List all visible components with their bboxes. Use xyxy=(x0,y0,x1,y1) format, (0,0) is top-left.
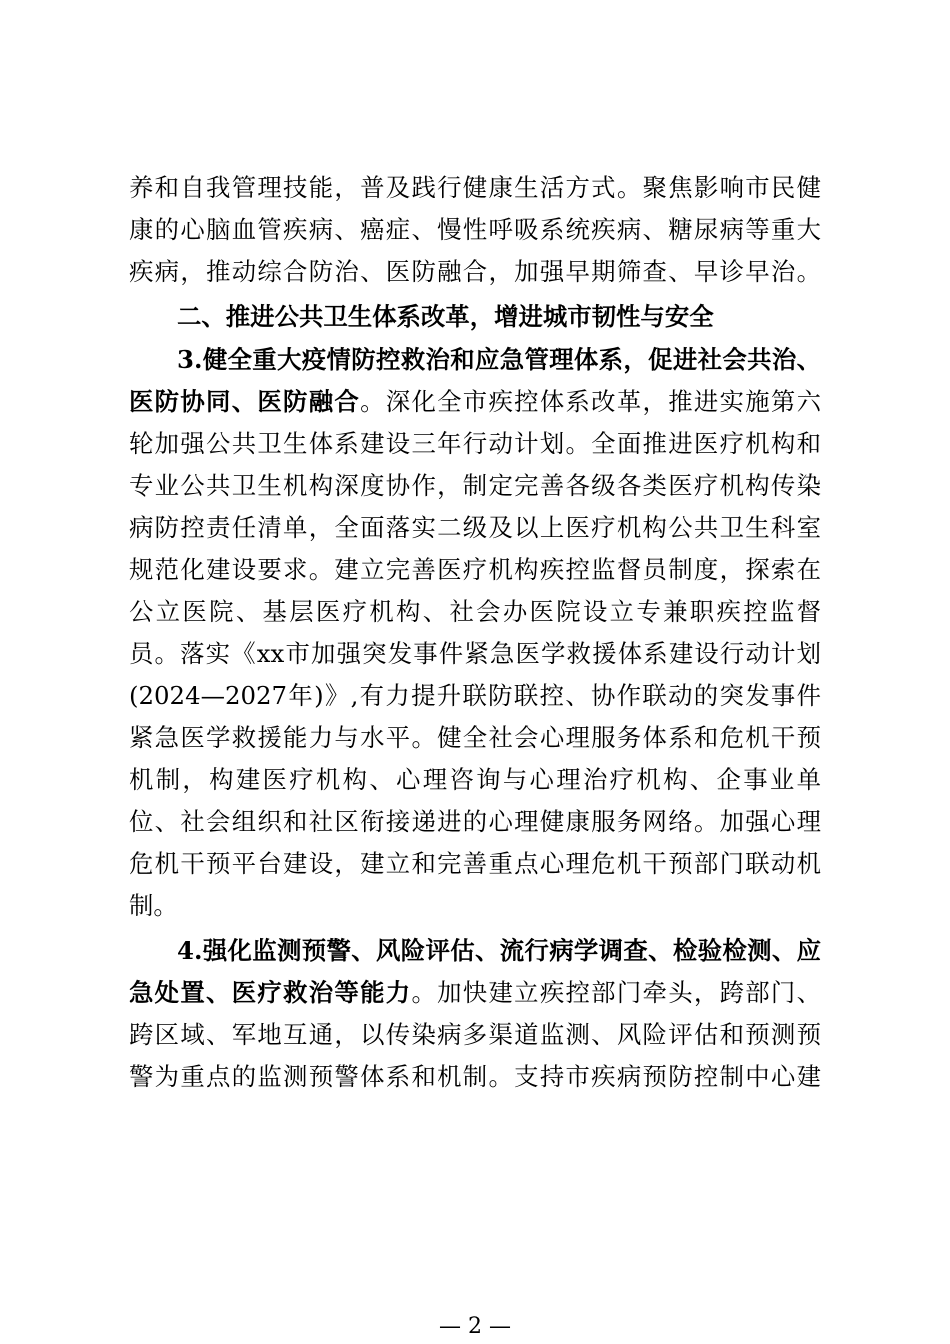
body-line: 紧急医学救援能力与水平。健全社会心理服务体系和危机干预 xyxy=(129,723,821,752)
item4-line xyxy=(129,973,821,1013)
body-line: 病防控责任清单，全面落实二级及以上医疗机构公共卫生科室 xyxy=(129,513,821,542)
body-line: 警为重点的监测预警体系和机制。支持市疾病预防控制中心建 xyxy=(129,1062,821,1091)
item3-text: 。深化全市疾控体系改革，推进实施第六 xyxy=(360,387,821,416)
body-line: 公立医院、基层医疗机构、社会办医院设立专兼职疾控监督 xyxy=(129,597,821,626)
body-line: 疾病，推动综合防治、医防融合，加强早期筛查、早诊早治。 xyxy=(129,257,821,286)
item4-title-continued: 急处置、医疗救治等能力 xyxy=(129,978,412,1007)
item3-title-continued: 医防协同、医防融合 xyxy=(129,387,361,416)
page-number: — 2 — xyxy=(439,1314,511,1339)
body-line: 员。落实《xx市加强突发事件紧急医学救援体系建设行动计划 xyxy=(129,639,821,668)
item3-line xyxy=(129,382,821,422)
body-line: 规范化建设要求。建立完善医疗机构疾控监督员制度，探索在 xyxy=(129,555,821,584)
body-line: 专业公共卫生机构深度协作，制定完善各级各类医疗机构传染 xyxy=(129,471,821,500)
body-line: 机制，构建医疗机构、心理咨询与心理治疗机构、企事业单 xyxy=(129,765,821,794)
body-line: 轮加强公共卫生体系建设三年行动计划。全面推进医疗机构和 xyxy=(129,429,821,458)
body-line: (2024—2027年)》,有力提升联防联控、协作联动的突发事件 xyxy=(129,681,821,710)
item3-title: 3.健全重大疫情防控救治和应急管理体系，促进社会共治、 xyxy=(177,345,821,374)
body-line: 位、社会组织和社区衔接递进的心理健康服务网络。加强心理 xyxy=(129,807,821,836)
body-line: 制。 xyxy=(129,891,178,920)
body-line: 康的心脑血管疾病、癌症、慢性呼吸系统疾病、糖尿病等重大 xyxy=(129,215,821,244)
body-line: 养和自我管理技能，普及践行健康生活方式。聚焦影响市民健 xyxy=(129,173,821,202)
body-line: 危机干预平台建设，建立和完善重点心理危机干预部门联动机 xyxy=(129,849,821,878)
item4-text: 。加快建立疾控部门牵头，跨部门、 xyxy=(411,978,821,1007)
item4-title: 4.强化监测预警、风险评估、流行病学调查、检验检测、应 xyxy=(177,936,821,965)
section-heading: 二、推进公共卫生体系改革，增进城市韧性与安全 xyxy=(177,302,714,331)
body-line: 跨区域、军地互通，以传染病多渠道监测、风险评估和预测预 xyxy=(129,1020,821,1049)
